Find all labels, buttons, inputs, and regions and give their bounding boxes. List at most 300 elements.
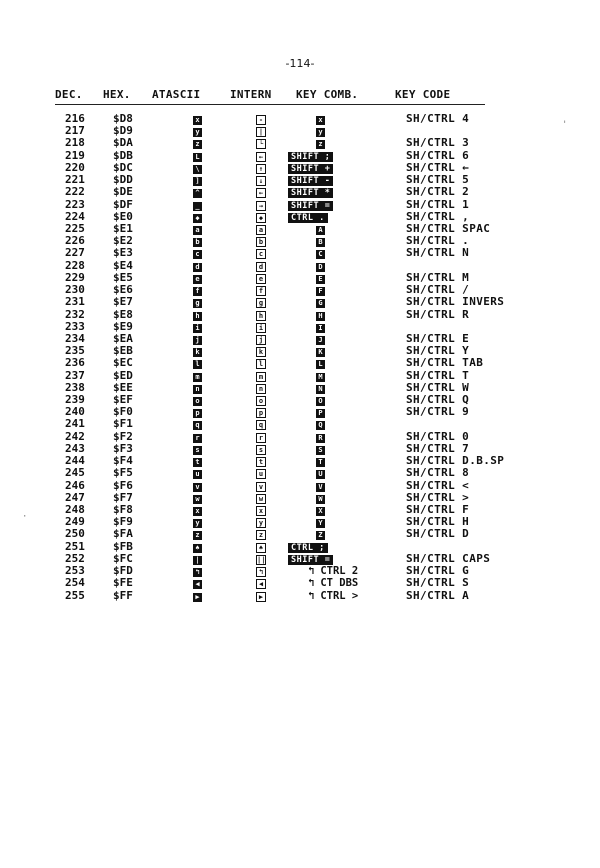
table-row	[0, 345, 600, 357]
table-row	[0, 382, 600, 394]
hex-value: $DD	[113, 173, 133, 187]
dec-value: 245	[65, 466, 85, 480]
keycode-value: SH/CTRL 6	[406, 148, 470, 162]
dec-value: 252	[65, 551, 85, 565]
table-row	[0, 321, 600, 333]
table-header	[55, 88, 535, 104]
atascii-glyph-cell	[193, 137, 202, 149]
atascii-glyph-cell	[193, 577, 202, 589]
intern-glyph-cell	[256, 186, 266, 198]
intern-glyph: x	[256, 506, 266, 516]
intern-glyph-cell	[256, 272, 266, 284]
atascii-glyph-cell	[193, 345, 202, 357]
keycode-value: SH/CTRL H	[406, 515, 470, 529]
atascii-glyph: n	[193, 385, 202, 394]
table-row	[0, 296, 600, 308]
intern-glyph: k	[256, 347, 266, 357]
intern-glyph: ▶	[256, 592, 266, 602]
dec-value: 231	[65, 295, 85, 309]
keycode-value: SH/CTRL 8	[406, 466, 470, 480]
intern-glyph: d	[256, 262, 266, 272]
dec-value: 239	[65, 393, 85, 407]
hex-value: $F7	[113, 490, 133, 504]
atascii-glyph-cell	[193, 406, 202, 418]
col-header-keycode: KEY CODE	[395, 88, 451, 101]
intern-glyph-cell	[256, 382, 266, 394]
hex-value: $E7	[113, 295, 133, 309]
intern-glyph: c	[256, 249, 266, 259]
hex-value: $EF	[113, 393, 133, 407]
hex-value: $F4	[113, 454, 133, 468]
keycomb-glyph-cell	[316, 309, 325, 321]
keycomb-glyph-cell	[316, 345, 325, 357]
col-header-dec: DEC.	[55, 88, 83, 101]
intern-glyph: n	[256, 384, 266, 394]
keycomb-glyph: U	[316, 470, 325, 479]
keycomb-glyph-cell	[316, 382, 325, 394]
intern-glyph-cell	[256, 333, 266, 345]
intern-glyph: u	[256, 469, 266, 479]
keycomb-text-cell	[308, 565, 358, 577]
intern-glyph-cell	[256, 492, 266, 504]
intern-glyph-cell	[256, 467, 266, 479]
atascii-glyph: v	[193, 483, 202, 492]
hex-value: $DF	[113, 197, 133, 211]
dec-value: 243	[65, 441, 85, 455]
keycomb-glyph-cell	[316, 272, 325, 284]
atascii-glyph: p	[193, 409, 202, 418]
intern-glyph: ←	[256, 188, 266, 198]
hex-value: $EE	[113, 380, 133, 394]
intern-glyph-cell	[256, 394, 266, 406]
keycomb-text-cell	[308, 577, 358, 589]
atascii-glyph-cell	[193, 199, 202, 211]
atascii-glyph: g	[193, 299, 202, 308]
dec-value: 230	[65, 283, 85, 297]
keycode-value: SH/CTRL S	[406, 576, 470, 590]
keycomb-glyph: K	[316, 348, 325, 357]
keycomb-marker-icon: ↰	[308, 589, 315, 602]
keycomb-glyph-cell	[316, 223, 325, 235]
keycode-value: SH/CTRL SPAC	[406, 221, 491, 235]
atascii-glyph-cell	[193, 492, 202, 504]
intern-glyph: ♠	[256, 543, 266, 553]
hex-value: $F8	[113, 503, 133, 516]
intern-glyph-cell	[256, 321, 266, 333]
intern-glyph: ←	[256, 152, 266, 162]
intern-glyph-cell	[256, 309, 266, 321]
dec-value: 232	[65, 307, 85, 321]
dec-value: 249	[65, 515, 85, 529]
atascii-glyph-cell	[193, 394, 202, 406]
table-row	[0, 541, 600, 553]
keycomb-glyph: Y	[316, 519, 325, 528]
hex-value: $E0	[113, 209, 133, 223]
dec-value: 216	[65, 112, 85, 125]
intern-glyph: q	[256, 420, 266, 430]
keycomb-glyph-cell	[316, 467, 325, 479]
keycode-value: SH/CTRL ←	[406, 160, 470, 174]
atascii-glyph: \	[193, 165, 202, 174]
intern-glyph-cell	[256, 296, 266, 308]
table-row	[0, 467, 600, 479]
table-row	[0, 455, 600, 467]
keycomb-glyph: A	[316, 226, 325, 235]
intern-glyph-cell	[256, 247, 266, 259]
hex-value: $EA	[113, 331, 133, 345]
dec-value: 234	[65, 331, 85, 345]
table-row	[0, 235, 600, 247]
keycomb-glyph-cell	[316, 528, 325, 540]
margin-mark: ·	[22, 512, 28, 522]
intern-glyph: →	[256, 201, 266, 211]
atascii-glyph-cell	[193, 235, 202, 247]
keycode-value: SH/CTRL /	[406, 283, 470, 297]
atascii-glyph: z	[193, 531, 202, 540]
keycomb-glyph-cell	[316, 370, 325, 382]
atascii-glyph-cell	[193, 382, 202, 394]
atascii-glyph-cell	[193, 431, 202, 443]
hex-value: $EC	[113, 356, 133, 370]
keycomb-cell	[288, 199, 333, 211]
keycomb-glyph-cell	[316, 406, 325, 418]
keycomb-inverse-label: SHIFT *	[288, 188, 333, 198]
atascii-glyph-cell	[193, 467, 202, 479]
hex-value: $FA	[113, 527, 133, 541]
intern-glyph-cell	[256, 284, 266, 296]
intern-glyph: z	[256, 530, 266, 540]
atascii-glyph: l	[193, 360, 202, 369]
atascii-glyph: ]	[193, 177, 202, 186]
intern-glyph-cell	[256, 260, 266, 272]
code-table	[0, 113, 600, 602]
atascii-glyph-cell	[193, 565, 202, 577]
keycomb-cell	[288, 541, 328, 553]
keycomb-text: CT DBS	[320, 577, 359, 590]
keycomb-glyph: E	[316, 275, 325, 284]
keycomb-cell	[288, 211, 328, 223]
atascii-glyph-cell	[193, 455, 202, 467]
keycode-value: SH/CTRL F	[406, 503, 470, 516]
table-row	[0, 553, 600, 565]
intern-glyph: h	[256, 311, 266, 321]
intern-glyph-cell	[256, 113, 266, 125]
keycomb-glyph: I	[316, 324, 325, 333]
atascii-glyph: s	[193, 446, 202, 455]
atascii-glyph-cell	[193, 247, 202, 259]
hex-value: $FD	[113, 564, 133, 578]
atascii-glyph: ^	[193, 189, 202, 198]
table-row	[0, 137, 600, 149]
atascii-glyph: i	[193, 324, 202, 333]
hex-value: $FE	[113, 576, 133, 590]
intern-glyph-cell	[256, 199, 266, 211]
hex-value: $E4	[113, 258, 133, 272]
atascii-glyph: y	[193, 128, 202, 137]
atascii-glyph-cell	[193, 541, 202, 553]
keycomb-text: CTRL 2	[320, 565, 359, 578]
keycomb-glyph: x	[316, 116, 325, 125]
keycomb-glyph-cell	[316, 443, 325, 455]
keycomb-glyph: Z	[316, 531, 325, 540]
table-row	[0, 174, 600, 186]
atascii-glyph: q	[193, 421, 202, 430]
atascii-glyph-cell	[193, 162, 202, 174]
keycomb-cell	[288, 162, 333, 174]
intern-glyph-cell	[256, 125, 266, 137]
keycode-value: SH/CTRL 4	[406, 112, 470, 125]
intern-glyph-cell	[256, 235, 266, 247]
intern-glyph-cell	[256, 174, 266, 186]
dec-value: 253	[65, 564, 85, 578]
keycode-value: SH/CTRL 3	[406, 136, 470, 150]
intern-glyph-cell	[256, 137, 266, 149]
table-row	[0, 516, 600, 528]
table-row	[0, 370, 600, 382]
keycomb-glyph-cell	[316, 480, 325, 492]
atascii-glyph-cell	[193, 516, 202, 528]
intern-glyph-cell	[256, 443, 266, 455]
hex-value: $E8	[113, 307, 133, 321]
atascii-glyph-cell	[193, 174, 202, 186]
keycomb-glyph-cell	[316, 431, 325, 443]
intern-glyph: |	[256, 127, 266, 137]
atascii-glyph: o	[193, 397, 202, 406]
hex-value: $F9	[113, 515, 133, 529]
dec-value: 255	[65, 588, 85, 602]
intern-glyph: s	[256, 445, 266, 455]
intern-glyph: ↰	[256, 567, 266, 577]
dec-value: 254	[65, 576, 85, 590]
keycomb-glyph: D	[316, 263, 325, 272]
keycomb-glyph: G	[316, 299, 325, 308]
table-row	[0, 223, 600, 235]
table-row	[0, 186, 600, 198]
intern-glyph: j	[256, 335, 266, 345]
atascii-glyph: ▶	[193, 593, 202, 602]
dec-value: 248	[65, 503, 85, 516]
dec-value: 236	[65, 356, 85, 370]
keycode-value: SH/CTRL D	[406, 527, 470, 541]
table-row	[0, 284, 600, 296]
hex-value: $F3	[113, 441, 133, 455]
keycomb-glyph: J	[316, 336, 325, 345]
atascii-glyph: ↰	[193, 568, 202, 577]
atascii-glyph: a	[193, 226, 202, 235]
keycomb-glyph: z	[316, 140, 325, 149]
intern-glyph: -	[256, 115, 266, 125]
dec-value: 250	[65, 527, 85, 541]
table-row	[0, 418, 600, 430]
dec-value: 222	[65, 185, 85, 199]
keycomb-marker-icon: ↰	[308, 577, 315, 590]
hex-value: $DE	[113, 185, 133, 199]
table-row	[0, 528, 600, 540]
keycode-value: SH/CTRL 1	[406, 197, 470, 211]
keycomb-cell	[288, 186, 333, 198]
keycomb-glyph: L	[316, 360, 325, 369]
keycomb-glyph: B	[316, 238, 325, 247]
table-row	[0, 309, 600, 321]
atascii-glyph: r	[193, 434, 202, 443]
intern-glyph-cell	[256, 590, 266, 602]
keycode-value: SH/CTRL A	[406, 588, 470, 602]
table-row	[0, 492, 600, 504]
keycomb-glyph-cell	[316, 235, 325, 247]
table-row	[0, 211, 600, 223]
keycomb-glyph: W	[316, 495, 325, 504]
keycode-value: SH/CTRL G	[406, 564, 470, 578]
intern-glyph: b	[256, 237, 266, 247]
atascii-glyph-cell	[193, 296, 202, 308]
atascii-glyph-cell	[193, 260, 202, 272]
atascii-glyph: L	[193, 153, 202, 162]
table-row	[0, 590, 600, 602]
keycode-value: SH/CTRL Y	[406, 344, 470, 358]
table-row	[0, 565, 600, 577]
intern-glyph: m	[256, 372, 266, 382]
atascii-glyph: z	[193, 140, 202, 149]
table-row	[0, 357, 600, 369]
atascii-glyph-cell	[193, 125, 202, 137]
intern-glyph: ||	[257, 555, 266, 564]
dec-value: 227	[65, 246, 85, 260]
keycomb-glyph-cell	[316, 418, 325, 430]
intern-glyph-cell	[256, 211, 266, 223]
keycomb-cell	[288, 553, 333, 565]
intern-glyph-cell	[256, 406, 266, 418]
atascii-glyph: w	[193, 495, 202, 504]
keycomb-inverse-label: CTRL .	[288, 213, 328, 223]
keycode-value: SH/CTRL R	[406, 307, 470, 321]
keycomb-glyph-cell	[316, 321, 325, 333]
dec-value: 220	[65, 160, 85, 174]
keycomb-glyph: N	[316, 385, 325, 394]
keycode-value: SH/CTRL 0	[406, 429, 470, 443]
keycode-value: SH/CTRL N	[406, 246, 470, 260]
dec-value: 224	[65, 209, 85, 223]
hex-value: $EB	[113, 344, 133, 358]
hex-value: $ED	[113, 368, 133, 382]
hex-value: $E5	[113, 270, 133, 284]
margin-mark: '	[562, 120, 568, 130]
table-row	[0, 272, 600, 284]
hex-value: $E2	[113, 234, 133, 248]
keycomb-inverse-label: SHIFT ;	[288, 152, 333, 162]
page-number: -114-	[285, 57, 315, 70]
intern-glyph: i	[256, 323, 266, 333]
atascii-glyph-cell	[193, 150, 202, 162]
keycode-value: SH/CTRL TAB	[406, 356, 484, 370]
atascii-glyph-cell	[193, 272, 202, 284]
hex-value: $DB	[113, 148, 133, 162]
dec-value: 238	[65, 380, 85, 394]
keycomb-glyph-cell	[316, 113, 325, 125]
table-row	[0, 162, 600, 174]
keycode-value: SH/CTRL T	[406, 368, 470, 382]
keycode-value: SH/CTRL ,	[406, 209, 470, 223]
keycomb-glyph: T	[316, 458, 325, 467]
keycode-value: SH/CTRL D.B.SP	[406, 454, 505, 468]
intern-glyph-cell	[256, 418, 266, 430]
keycomb-glyph: S	[316, 446, 325, 455]
keycomb-marker-icon: ↰	[308, 565, 315, 578]
hex-value: $FB	[113, 539, 133, 553]
intern-glyph: t	[256, 457, 266, 467]
col-header-keycomb: KEY COMB.	[296, 88, 359, 101]
intern-glyph: p	[256, 408, 266, 418]
keycomb-glyph-cell	[316, 137, 325, 149]
intern-glyph: └	[256, 139, 266, 149]
keycode-value: SH/CTRL 7	[406, 441, 470, 455]
keycomb-glyph-cell	[316, 333, 325, 345]
keycomb-glyph: F	[316, 287, 325, 296]
hex-value: $FF	[113, 588, 133, 602]
atascii-glyph: c	[193, 250, 202, 259]
col-header-atascii: ATASCII	[152, 88, 201, 101]
dec-value: 233	[65, 319, 85, 333]
keycomb-glyph-cell	[316, 284, 325, 296]
table-row	[0, 480, 600, 492]
atascii-glyph: y	[193, 519, 202, 528]
intern-glyph-cell	[256, 541, 266, 553]
atascii-glyph-cell	[193, 284, 202, 296]
table-row	[0, 577, 600, 589]
dec-value: 244	[65, 454, 85, 468]
atascii-glyph: x	[193, 507, 202, 516]
hex-value: $D9	[113, 124, 133, 138]
keycode-value: SH/CTRL 5	[406, 173, 470, 187]
keycode-value: SH/CTRL >	[406, 490, 470, 504]
intern-glyph-cell	[256, 370, 266, 382]
atascii-glyph-cell	[193, 309, 202, 321]
col-header-intern: INTERN	[230, 88, 272, 101]
atascii-glyph: h	[193, 312, 202, 321]
atascii-glyph: ◆	[193, 214, 202, 223]
keycomb-glyph-cell	[316, 125, 325, 137]
keycomb-glyph: H	[316, 312, 325, 321]
keycomb-text-cell	[308, 590, 358, 602]
keycode-value: SH/CTRL INVERS	[406, 295, 505, 309]
keycomb-cell	[288, 174, 333, 186]
hex-value: $E3	[113, 246, 133, 260]
table-row	[0, 199, 600, 211]
atascii-glyph-cell	[193, 504, 202, 516]
intern-glyph: f	[256, 286, 266, 296]
hex-value: $F1	[113, 417, 133, 431]
atascii-glyph: |	[193, 556, 202, 565]
intern-glyph: g	[256, 298, 266, 308]
atascii-glyph: j	[193, 336, 202, 345]
intern-glyph-cell	[256, 357, 266, 369]
intern-glyph: ◀	[256, 579, 266, 589]
keycode-value: SH/CTRL M	[406, 270, 470, 284]
atascii-glyph-cell	[193, 480, 202, 492]
intern-glyph: a	[256, 225, 266, 235]
atascii-glyph-cell	[193, 223, 202, 235]
table-row	[0, 150, 600, 162]
dec-value: 240	[65, 405, 85, 419]
dec-value: 235	[65, 344, 85, 358]
intern-glyph: ↓	[256, 176, 266, 186]
hex-value: $D8	[113, 112, 133, 125]
atascii-glyph: ◀	[193, 580, 202, 589]
intern-glyph: ◆	[256, 213, 266, 223]
keycomb-glyph: O	[316, 397, 325, 406]
dec-value: 246	[65, 478, 85, 492]
atascii-glyph: ♠	[193, 544, 202, 553]
atascii-glyph-cell	[193, 370, 202, 382]
